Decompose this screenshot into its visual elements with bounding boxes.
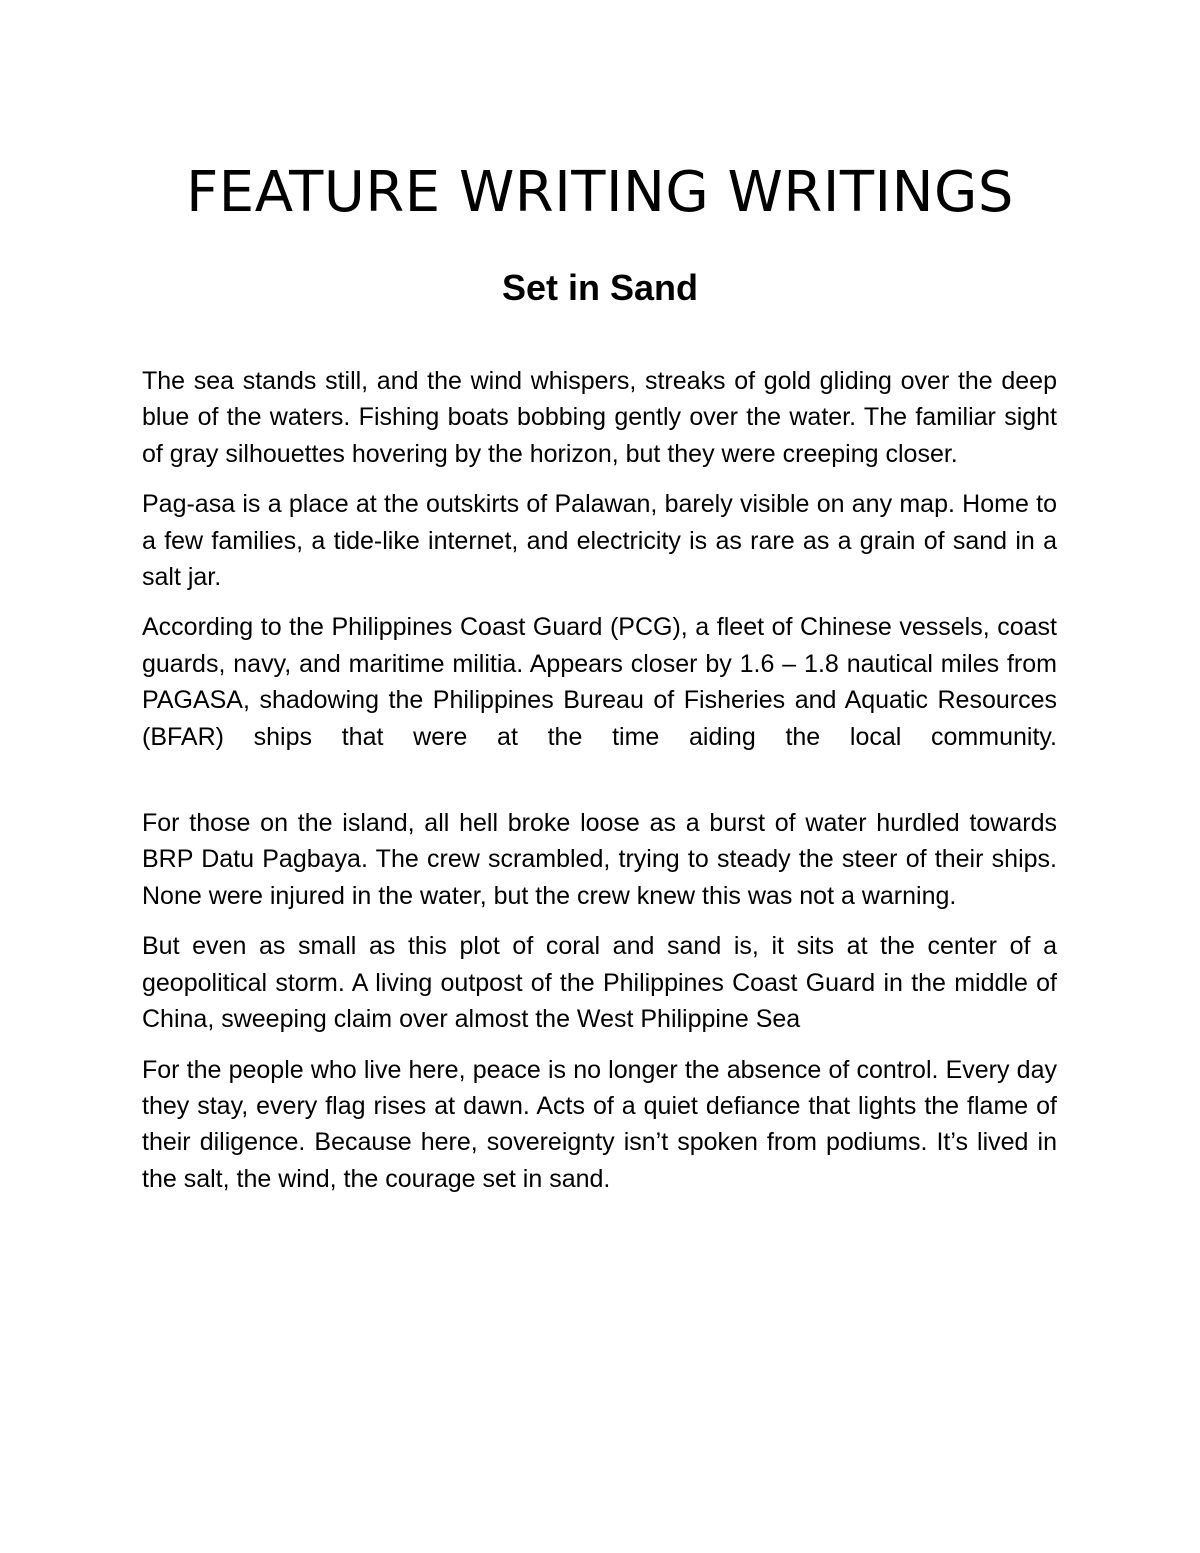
document-heading: FEATURE WRITING WRITINGS [186, 160, 1014, 225]
article-body [142, 363, 1057, 1211]
paragraph-5: But even as small as this plot of coral and sand is, it sits at the center of a geopolitical storm. A living outpost of the Philippines Coast Guard in the middle of China, sweeping claim over almost the West Philippine Sea [142, 932, 1057, 1034]
paragraph-1: The sea stands still, and the wind whispers, streaks of gold gliding over the deep blue of the waters. Fishing boats bobbing gently over the water. The familiar sight of gray silhouettes hovering by the horizon, but they were creeping closer. [142, 367, 1057, 468]
paragraph-2: Pag-asa is a place at the outskirts of Palawan, barely visible on any map. Home to a few families, a tide-like internet, and electricity is as rare as a grain of sand in a salt jar. [142, 490, 1057, 592]
paragraph-3: According to the Philippines Coast Guard (PCG), a fleet of Chinese vessels, coast guards, navy, and maritime militia. Appears closer by 1.6 – 1.8 nautical miles from PAGASA, shadowing the Philippines Bureau of Fisheries and Aquatic Resources (BFAR) ships that were at the time aiding the local community. [142, 613, 1057, 751]
paragraph-4: For those on the island, all hell broke loose as a burst of water hurdled towards BRP Datu Pagbaya. The crew scrambled, trying to steady the steer of their ships. None were injured in the water, but the crew knew this was not a warning. [142, 809, 1057, 910]
article-title: Set in Sand [501, 267, 699, 308]
paragraph-6: For the people who live here, peace is no longer the absence of control. Every day they stay, every flag rises at dawn. Acts of a quiet defiance that lights the flame of their diligence. Because here, sovereignty isn’t spoken from podiums. It’s lived in the salt, the wind, the courage set in sand. [142, 1055, 1057, 1193]
